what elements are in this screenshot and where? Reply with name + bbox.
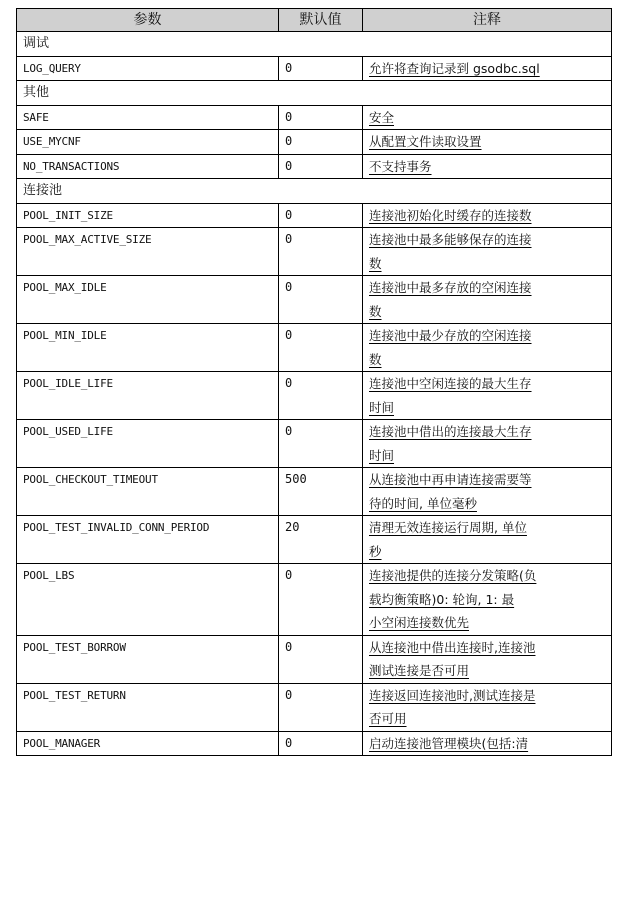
- header-default: 默认值: [279, 9, 363, 32]
- note-line: 连接池提供的连接分发策略(负: [369, 568, 537, 583]
- group-title: 调试: [17, 32, 612, 57]
- note-line: 连接池中借出的连接最大生存: [369, 424, 532, 439]
- note-line: 载均衡策略)0: 轮询, 1: 最: [369, 591, 515, 607]
- table-row: [17, 324, 612, 372]
- param-name: POOL_TEST_INVALID_CONN_PERIOD: [17, 516, 279, 564]
- note-line: 待的时间, 单位毫秒: [369, 495, 477, 511]
- table-row: [17, 105, 612, 130]
- default-value: 500: [279, 468, 363, 516]
- note-line: 否可用: [369, 711, 407, 726]
- default-value: 0: [279, 635, 363, 683]
- table-row: [17, 130, 612, 155]
- param-name: POOL_CHECKOUT_TIMEOUT: [17, 468, 279, 516]
- table-row: [17, 564, 612, 636]
- default-value: 0: [279, 154, 363, 179]
- note-line: 从连接池中再申请连接需要等: [369, 472, 532, 487]
- param-name: POOL_TEST_RETURN: [17, 683, 279, 731]
- param-name: POOL_MAX_IDLE: [17, 276, 279, 324]
- note-cell: [363, 105, 612, 130]
- param-name: LOG_QUERY: [17, 56, 279, 81]
- note-cell: [363, 372, 612, 420]
- table-row: [17, 731, 612, 756]
- note-cell: [363, 203, 612, 228]
- param-name: POOL_MAX_ACTIVE_SIZE: [17, 228, 279, 276]
- note-cell: [363, 276, 612, 324]
- header-row: [17, 9, 612, 32]
- default-value: 0: [279, 105, 363, 130]
- param-name: POOL_INIT_SIZE: [17, 203, 279, 228]
- param-name: USE_MYCNF: [17, 130, 279, 155]
- param-name: SAFE: [17, 105, 279, 130]
- note-cell: [363, 324, 612, 372]
- table-row: [17, 635, 612, 683]
- group-title: 连接池: [17, 179, 612, 204]
- note-cell: [363, 516, 612, 564]
- default-value: 0: [279, 56, 363, 81]
- group-row: [17, 179, 612, 204]
- table-row: [17, 683, 612, 731]
- default-value: 0: [279, 420, 363, 468]
- note-line: 连接池中最多存放的空闲连接: [369, 280, 532, 295]
- param-name: POOL_LBS: [17, 564, 279, 636]
- default-value: 0: [279, 564, 363, 636]
- note-cell: [363, 56, 612, 81]
- note-line: 连接池中最少存放的空闲连接: [369, 328, 532, 343]
- note-line: 启动连接池管理模块(包括:清: [369, 735, 529, 751]
- note-line: 连接池中空闲连接的最大生存: [369, 376, 532, 391]
- group-row: [17, 32, 612, 57]
- note-line: 时间: [369, 399, 395, 415]
- note-line: 连接池初始化时缓存的连接数: [369, 207, 532, 223]
- note-line: 秒: [369, 543, 382, 559]
- note-line: 连接返回连接池时,测试连接是: [369, 687, 536, 703]
- note-line: 从连接池中借出连接时,连接池: [369, 639, 536, 655]
- header-note: 注释: [363, 9, 612, 32]
- note-line: 小空闲连接数优先: [369, 615, 470, 630]
- header-param: 参数: [17, 9, 279, 32]
- note-line: 连接池中最多能够保存的连接: [369, 232, 532, 247]
- note-line: 数: [369, 303, 382, 319]
- note-cell: [363, 635, 612, 683]
- note-cell: [363, 564, 612, 636]
- param-name: NO_TRANSACTIONS: [17, 154, 279, 179]
- default-value: 0: [279, 372, 363, 420]
- note-cell: [363, 130, 612, 155]
- param-name: POOL_IDLE_LIFE: [17, 372, 279, 420]
- note-cell: [363, 683, 612, 731]
- parameters-table: [16, 8, 612, 756]
- note-line: 数: [369, 351, 382, 367]
- note-cell: [363, 154, 612, 179]
- param-name: POOL_MIN_IDLE: [17, 324, 279, 372]
- default-value: 20: [279, 516, 363, 564]
- table-row: [17, 56, 612, 81]
- param-name: POOL_TEST_BORROW: [17, 635, 279, 683]
- param-name: POOL_MANAGER: [17, 731, 279, 756]
- table-row: [17, 203, 612, 228]
- default-value: 0: [279, 228, 363, 276]
- note-line: 不支持事务: [369, 158, 432, 174]
- note-line: 时间: [369, 447, 395, 463]
- table-row: [17, 372, 612, 420]
- note-line: 测试连接是否可用: [369, 663, 470, 678]
- table-body: [17, 32, 612, 756]
- note-cell: [363, 468, 612, 516]
- note-line: 安全: [369, 109, 395, 125]
- default-value: 0: [279, 731, 363, 756]
- note-line: 允许将查询记录到 gsodbc.sql: [369, 60, 540, 76]
- note-cell: [363, 228, 612, 276]
- param-name: POOL_USED_LIFE: [17, 420, 279, 468]
- default-value: 0: [279, 683, 363, 731]
- default-value: 0: [279, 276, 363, 324]
- table-row: [17, 154, 612, 179]
- table-row: [17, 228, 612, 276]
- table-row: [17, 516, 612, 564]
- table-row: [17, 276, 612, 324]
- group-row: [17, 81, 612, 106]
- default-value: 0: [279, 203, 363, 228]
- table-row: [17, 420, 612, 468]
- note-line: 清理无效连接运行周期, 单位: [369, 520, 527, 535]
- table-row: [17, 468, 612, 516]
- note-cell: [363, 420, 612, 468]
- default-value: 0: [279, 130, 363, 155]
- note-line: 从配置文件读取设置: [369, 134, 482, 149]
- default-value: 0: [279, 324, 363, 372]
- note-cell: [363, 731, 612, 756]
- group-title: 其他: [17, 81, 612, 106]
- note-line: 数: [369, 255, 382, 271]
